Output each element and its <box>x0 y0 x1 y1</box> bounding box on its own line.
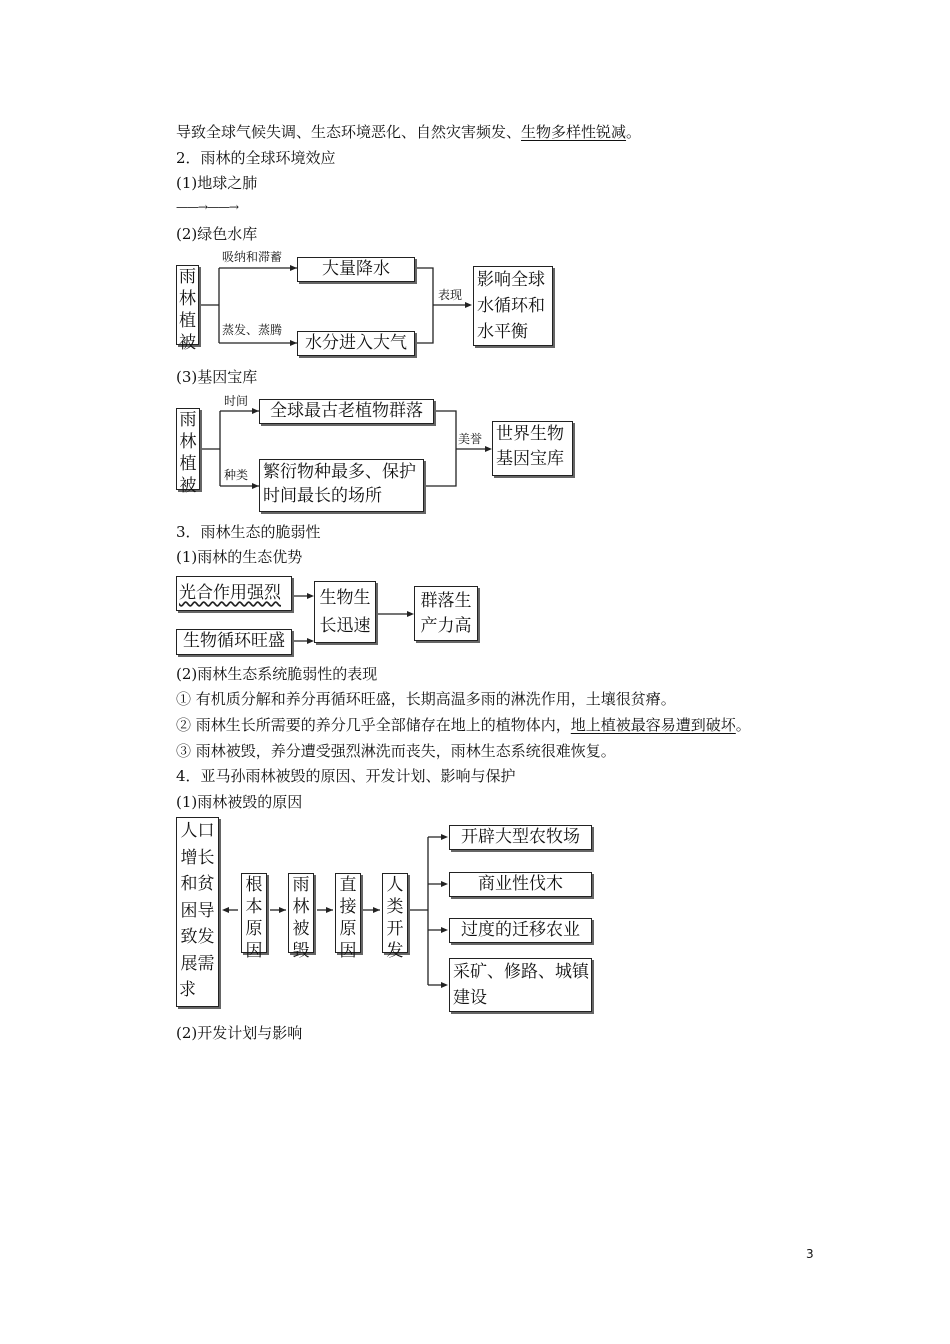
gene-result-box <box>492 421 573 476</box>
water-bottom-label: 蒸发、蒸腾 <box>222 323 283 337</box>
char: 类 <box>386 897 404 917</box>
char: 本 <box>245 897 263 917</box>
intro-end: 。 <box>626 123 642 141</box>
box-line: 采矿、修路、城镇 <box>453 962 589 982</box>
char: 林 <box>292 897 310 917</box>
gene-mid-label: 美誉 <box>458 432 483 446</box>
gene-top-label: 时间 <box>224 394 249 408</box>
cause-root-box <box>176 817 219 1007</box>
branch-logging: 商业性伐木 <box>449 872 592 897</box>
fragility-item-1: ① 有机质分解和养分再循环旺盛，长期高温多雨的淋洗作用，土壤很贫瘠。 <box>176 690 676 708</box>
result-line: 基因宝库 <box>496 449 564 469</box>
result-line: 水平衡 <box>477 322 528 342</box>
result-line: 水循环和 <box>477 296 545 316</box>
water-top-label: 吸纳和滞蓄 <box>222 250 283 264</box>
section-2-title: 2．雨林的全球环境效应 <box>176 149 336 167</box>
fragility-item-2 <box>176 715 751 735</box>
blank-arrows: ——→——→ <box>176 200 239 214</box>
box-line: 产力高 <box>420 616 472 636</box>
char: 增长 <box>180 847 215 868</box>
char: 植 <box>179 311 196 331</box>
branch-farms: 开辟大型农牧场 <box>449 825 592 850</box>
char: 因 <box>245 941 263 961</box>
char: 被 <box>292 919 310 939</box>
intro-underlined: 生物多样性锐减 <box>521 123 627 141</box>
box-line: 长迅速 <box>319 616 371 636</box>
section-2-1: (1)地球之肺 <box>176 174 258 192</box>
char: 求 <box>179 980 196 1000</box>
char: 原 <box>245 919 263 939</box>
adv-box-a <box>176 576 292 611</box>
box-line: 群落生 <box>420 591 472 611</box>
cause-development-box <box>382 873 408 961</box>
section-4-1: (1)雨林被毁的原因 <box>176 793 303 811</box>
char: 雨 <box>179 267 196 287</box>
section-2-3: (3)基因宝库 <box>176 368 258 386</box>
box-line: 繁衍物种最多、保护 <box>263 462 416 482</box>
adv-box-b: 生物循环旺盛 <box>176 629 292 655</box>
char: 植 <box>179 454 197 474</box>
fragility-item-3: ③ 雨林被毁，养分遭受强烈淋洗而丧失，雨林生态系统很难恢复。 <box>176 742 616 760</box>
char: 林 <box>179 289 196 309</box>
intro-text: 导致全球气候失调、生态环境恶化、自然灾害频发、 <box>176 123 522 141</box>
item-2-underlined: 地上植被最容易遭到破坏 <box>570 716 736 734</box>
gene-top-box: 全球最古老植物群落 <box>259 399 434 424</box>
water-top-box: 大量降水 <box>297 257 415 282</box>
char: 展需 <box>180 953 215 974</box>
item-2-text: ② 雨林生长所需要的养分几乎全部储存在地上的植物体内， <box>176 716 571 734</box>
section-4-title: 4．亚马孙雨林被毁的原因、开发计划、影响与保护 <box>176 767 516 785</box>
char: 发 <box>386 941 404 961</box>
adv-box-d <box>414 586 478 641</box>
char: 人 <box>386 875 404 895</box>
char: 毁 <box>292 941 310 961</box>
item-2-end: 。 <box>735 716 751 734</box>
box-line: 时间最长的场所 <box>263 486 382 506</box>
section-4-2: (2)开发计划与影响 <box>176 1024 303 1042</box>
char: 被 <box>179 333 196 353</box>
section-3-1: (1)雨林的生态优势 <box>176 548 303 566</box>
cause-direct-box <box>335 873 361 961</box>
box-line: 生物生 <box>319 588 371 608</box>
char: 原 <box>339 919 357 939</box>
branch-mining-roads <box>449 958 592 1012</box>
section-2-2: (2)绿色水库 <box>176 225 258 243</box>
water-source-box <box>176 265 199 353</box>
char: 困导 <box>180 900 215 921</box>
gene-bottom-label: 种类 <box>224 468 249 482</box>
water-bottom-box: 水分进入大气 <box>297 331 415 356</box>
char: 被 <box>179 476 197 496</box>
char: 人口 <box>180 821 215 841</box>
char: 直 <box>339 875 357 895</box>
char: 林 <box>179 432 197 452</box>
char: 根 <box>245 875 263 895</box>
cause-destroyed-box <box>288 873 314 961</box>
result-line: 影响全球 <box>477 270 545 290</box>
adv-box-c <box>314 581 376 643</box>
adv-box-a-text: 光合作用强烈 <box>179 583 281 603</box>
char: 雨 <box>292 875 310 895</box>
gene-bottom-box <box>259 459 424 512</box>
char: 雨 <box>179 410 197 430</box>
section-3-title: 3．雨林生态的脆弱性 <box>176 523 321 541</box>
char: 开 <box>386 919 404 939</box>
result-line: 世界生物 <box>496 424 564 444</box>
page-number: 3 <box>806 1247 814 1261</box>
cause-fundamental-box <box>241 873 267 961</box>
water-mid-label: 表现 <box>438 288 463 302</box>
char: 致发 <box>180 927 215 947</box>
char: 因 <box>339 941 357 961</box>
section-3-2: (2)雨林生态系统脆弱性的表现 <box>176 665 378 683</box>
char: 接 <box>339 897 357 917</box>
branch-shifting-agriculture: 过度的迁移农业 <box>449 918 592 943</box>
gene-source-box <box>176 408 200 496</box>
char: 和贫 <box>180 874 215 894</box>
box-line: 建设 <box>453 988 487 1008</box>
water-result-box <box>473 266 553 346</box>
